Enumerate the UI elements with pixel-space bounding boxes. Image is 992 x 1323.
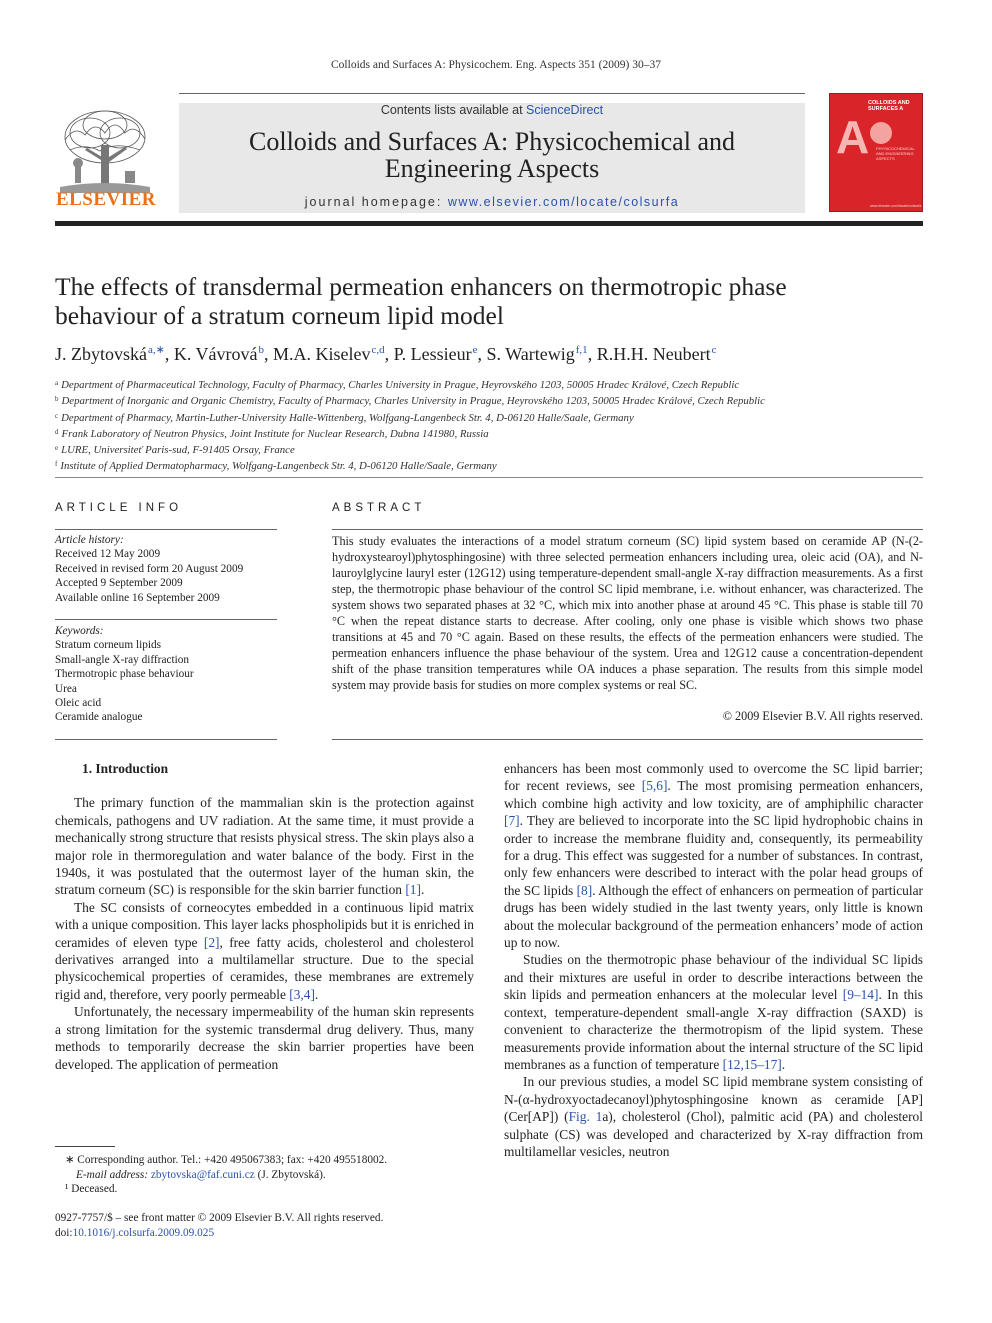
author-name[interactable]: S. Wartewig: [486, 344, 575, 364]
body-paragraph: [55, 1003, 474, 1073]
citation-link[interactable]: [3,4]: [289, 986, 315, 1002]
journal-title-line2: Engineering Aspects: [384, 154, 600, 183]
paragraph-text: . In this context, temperature-dependent small-angle X-ray diffraction (SAXD) is convenient to characterize the thermotropism of the lipid system. These measurements provide information about the internal structure of the SC lipid membranes as a function of temperature: [504, 987, 923, 1072]
footnote-rule: [55, 1146, 115, 1147]
article-title-line2: behaviour of a stratum corneum lipid model: [55, 301, 504, 330]
paragraph-text: .: [781, 1056, 786, 1072]
article-title-line1: The effects of transdermal permeation enhancers on thermotropic phase: [55, 272, 787, 301]
article-info-rule: [55, 477, 923, 478]
history-item: Received 12 May 2009: [55, 548, 161, 561]
email-suffix: (J. Zbytovská).: [254, 1168, 326, 1181]
issn-line: 0927-7757/$ – see front matter © 2009 Elsevier B.V. All rights reserved.: [55, 1212, 384, 1224]
citation-link[interactable]: Fig. 1: [568, 1109, 603, 1125]
article-info-heading: ARTICLE INFO: [55, 502, 183, 514]
paragraph-text: .: [420, 882, 425, 898]
affiliation-text: Frank Laboratory of Neutron Physics, Joint Institute for Nuclear Research, Dubna 141980, Russia: [61, 427, 489, 440]
affiliation-text: Department of Inorganic and Organic Chemistry, Faculty of Pharmacy, Charles University in Prague, Heyrovského 1203, 50005 Hradec Králové, Czech Republic: [61, 395, 765, 408]
keyword-item: Thermotropic phase behaviour: [55, 668, 194, 681]
cover-title: COLLOIDS AND SURFACES A: [868, 100, 910, 112]
affiliation-text: Department of Pharmaceutical Technology, Faculty of Pharmacy, Charles University in Prague, Heyrovského 1203, 50005 Hradec Králové, Czech Republic: [61, 379, 740, 391]
author-affiliation-marker[interactable]: f,1: [575, 344, 588, 356]
cover-circle-graphic: [870, 122, 892, 144]
abstract-text: This study evaluates the interactions of a model stratum corneum (SC) lipid system based on ceramide AP (N-(2-hydroxystearoyl)phytosphingosine) with three selected permeation enhancers including urea, oleic acid (OA), and N-lauroylglycine lauryl ester (12G12) using temperature-dependent small-angle X-ray diffraction measurements. As a first step, the thermotropic phase behaviour of the control SC lipid membrane, i.e. without enhancer, was characterized. The system shows two separated phases at 32 °C, which mix into another phase at around 45 °C. This phase is stable till 70 °C when the repeat distance starts to decrease. After cooling, only one phase is visible which shows two phase transitions at 45 and 70 °C again. Based on these results, the effects of the permeation enhancers were studied. The permeation enhancers influence the phase behaviour of the system. Urea and 12G12 cause a concentration-dependent shift of the phase transition temperatures while OA induces a phase separation. The results from this simple model system may provide basis for studies on more complex systems or real SC.: [332, 534, 923, 692]
affiliation-text: Department of Pharmacy, Martin-Luther-University Halle-Wittenberg, Wolfgang-Langenbeck Str. 4, D-06120 Halle/Saale, Germany: [61, 411, 634, 424]
journal-title: [179, 128, 805, 182]
affiliation-key: f: [55, 460, 58, 469]
paragraph-text: a), cholesterol (Chol), palmitic acid (PA) and cholesterol sulphate (CS) was developed and characterized by X-ray diffraction from multilamellar vesicles, neutron: [504, 1109, 923, 1159]
affiliation-key: e: [55, 444, 59, 453]
author-name[interactable]: P. Lessieur: [393, 344, 472, 364]
keyword-items: [55, 638, 277, 724]
body-paragraph: [55, 794, 474, 898]
body-column-right: [504, 760, 923, 1160]
citation-link[interactable]: [2]: [203, 934, 220, 950]
affiliation-item: [55, 441, 923, 457]
masthead-top-rule: [179, 93, 805, 94]
homepage-prefix: journal homepage:: [304, 195, 448, 209]
keywords-label: Keywords:: [55, 625, 104, 637]
tree-logo-icon: [55, 105, 155, 193]
body-paragraph: [504, 1073, 923, 1160]
email-link[interactable]: zbytovska@faf.cuni.cz: [150, 1168, 255, 1181]
journal-homepage-line: [179, 195, 805, 209]
article-history: [55, 533, 277, 605]
paragraph-text: Unfortunately, the necessary impermeability of the human skin represents a strong limitation for the systemic transdermal drug delivery. Thus, many methods to temporarily decrease the skin barrier properties have been developed. The application of permeation: [55, 1004, 474, 1072]
paragraph-text: . They are believed to incorporate into the SC lipid hydrophobic chains in order to increase the membrane fluidity and, consequently, its permeability for a drug. This effect was suggested for a number of substances. In contrast, only few enhancers were described to interact with the polar head groups of the SC lipids: [504, 813, 923, 898]
paragraph-text: The primary function of the mammalian skin is the protection against chemicals, pathogens and UV radiation. At the same time, it must provide a mechanically strong structure that resists physical stress. The skin plays also a major role in thermoregulation and water balance of the body. First in the 1940s, it was postulated that the outermost layer of the human skin, the stratum corneum (SC) is responsible for the skin barrier function: [55, 795, 474, 898]
body-column-left: [55, 760, 474, 1073]
citation-link[interactable]: [12,15–17]: [722, 1056, 782, 1072]
keywords-rule-top: [55, 619, 277, 620]
affiliation-item: [55, 392, 923, 408]
cover-subtitle: PHYSICOCHEMICAL AND ENGINEERING ASPECTS: [876, 146, 915, 161]
citation-link[interactable]: [7]: [504, 813, 520, 829]
sciencedirect-link[interactable]: ScienceDirect: [526, 103, 604, 117]
deceased-note: ¹ Deceased.: [65, 1183, 118, 1195]
abstract-copyright: © 2009 Elsevier B.V. All rights reserved.: [722, 709, 923, 723]
contents-line: [179, 103, 805, 117]
article-title: [55, 272, 923, 330]
abstract-rule-bottom: [332, 739, 923, 740]
issn-block: [55, 1211, 474, 1241]
right-paragraphs: [504, 760, 923, 1160]
history-item: Received in revised form 20 August 2009: [55, 562, 244, 575]
doi-link[interactable]: 10.1016/j.colsurfa.2009.09.025: [72, 1227, 215, 1239]
affiliation-key: d: [55, 427, 59, 436]
affiliation-key: a: [55, 379, 59, 387]
author-name[interactable]: R.H.H. Neubert: [596, 344, 711, 364]
journal-masthead: [55, 93, 923, 213]
publisher-name: ELSEVIER: [55, 189, 157, 210]
paragraph-text: . Although the effect of enhancers on permeation of particular drugs has been widely studied in the last twenty years, only little is known about the molecular background of the permeation enhancers’ mode of action up to now.: [504, 882, 923, 951]
author-affiliation-marker[interactable]: a,∗: [148, 344, 165, 356]
keywords-block: [55, 624, 277, 725]
cover-footer: www.elsevier.com/locate/colsurfa: [870, 204, 922, 208]
author-affiliation-marker[interactable]: c,d: [371, 344, 385, 356]
paragraph-text: In our previous studies, a model SC lipid membrane system consisting of N-(α-hydroxyoctadecanoyl)phytosphingosine known as ceramide [AP] (Cer[AP]) (: [504, 1074, 923, 1125]
author-name[interactable]: M.A. Kiselev: [273, 344, 371, 364]
body-paragraph: [504, 760, 923, 951]
author-list: J. Zbytovská$^{a,∗}$, K. Vávrová$^b$, M.A. Kiselev$^{c,d}$, P. Lessieur$^e$, S. Wartewig$^{f,1}$, R.H.H. Neubert$^c$: [55, 344, 717, 364]
abstract-heading: ABSTRACT: [332, 502, 426, 514]
email-label: E-mail address:: [76, 1168, 151, 1181]
history-items: [55, 547, 277, 605]
paragraph-text: enhancers has been most commonly used to overcome the SC lipid barrier; for recent reviews, see: [504, 761, 923, 794]
journal-homepage-link[interactable]: www.elsevier.com/locate/colsurfa: [447, 195, 680, 209]
affiliation-key: b: [55, 395, 59, 404]
paragraph-text: Studies on the thermotropic phase behaviour of the individual SC lipids and their mixtures are useful in order to describe interactions between the skin lipids and permeation enhancers at the molecular level: [504, 952, 923, 1003]
affiliation-item: [55, 376, 923, 392]
footnotes: [55, 1153, 474, 1197]
cover-letter: A: [836, 111, 870, 163]
author-name[interactable]: J. Zbytovská: [55, 344, 147, 364]
body-paragraph: [55, 899, 474, 1003]
section-heading-introduction: 1. Introduction: [82, 761, 169, 776]
corresponding-author-note: ∗ Corresponding author. Tel.: +420 495067383; fax: +420 495518002.: [65, 1154, 388, 1166]
affiliation-text: Institute of Applied Dermatopharmacy, Wolfgang-Langenbeck Str. 4, D-06120 Halle/Saale, Germany: [60, 460, 497, 473]
history-label: Article history:: [55, 534, 124, 546]
affiliation-item: [55, 425, 923, 441]
affiliation-list: [55, 376, 923, 474]
keywords-rule-bottom: [55, 739, 277, 740]
author-affiliation-marker[interactable]: e: [472, 344, 478, 356]
left-paragraphs: [55, 794, 474, 1073]
keyword-item: Small-angle X-ray diffraction: [55, 653, 190, 666]
citation-link[interactable]: [1]: [405, 882, 421, 898]
affiliation-item: [55, 409, 923, 425]
doi-label: doi:: [55, 1227, 73, 1239]
email-note: [55, 1168, 474, 1183]
citation-link[interactable]: [8]: [576, 882, 593, 898]
keyword-item: Urea: [55, 682, 77, 695]
header-divider: [55, 221, 923, 226]
citation-link[interactable]: [9–14]: [842, 987, 879, 1003]
body-paragraph: [504, 951, 923, 1073]
paragraph-text: , free fatty acids, cholesterol and cholesterol derivatives arranged into a multilamellar structure. Due to the special physicochemical properties of ceramides, these membranes are extremely rigid and, therefore, very poorly permeable: [55, 934, 474, 1002]
author-name[interactable]: K. Vávrová: [173, 344, 258, 364]
keyword-item: Ceramide analogue: [55, 711, 143, 724]
citation-link[interactable]: [5,6]: [641, 778, 668, 794]
journal-cover-thumbnail[interactable]: [829, 93, 923, 212]
article-info-rule-top: [55, 529, 277, 530]
doi-line: [55, 1226, 474, 1241]
history-item: Available online 16 September 2009: [55, 591, 220, 604]
history-item: Accepted 9 September 2009: [55, 577, 183, 590]
keyword-item: Oleic acid: [55, 697, 102, 710]
affiliation-text: LURE, Universiteť Paris-sud, F-91405 Orsay, France: [61, 444, 295, 457]
paragraph-text: .: [314, 986, 319, 1002]
affiliation-item: [55, 457, 923, 473]
author-affiliation-marker[interactable]: b: [258, 344, 265, 356]
keyword-item: Stratum corneum lipids: [55, 639, 162, 652]
paragraph-text: . The most promising permeation enhancers, which combine high activity and low toxicity, are of amphiphilic character: [504, 778, 923, 811]
journal-citation: Colloids and Surfaces A: Physicochem. Eng. Aspects 351 (2009) 30–37: [331, 59, 661, 71]
paragraph-text: The SC consists of corneocytes embedded in a continuous lipid matrix with a unique composition. This layer lacks phospholipids but it is enriched in ceramides of eleven type: [55, 899, 474, 950]
contents-prefix: Contents lists available at: [380, 103, 527, 117]
affiliation-key: c: [55, 411, 59, 420]
abstract-rule-top: [332, 529, 923, 530]
journal-title-line1: Colloids and Surfaces A: Physicochemical and: [249, 127, 735, 156]
author-affiliation-marker[interactable]: c: [711, 344, 717, 356]
